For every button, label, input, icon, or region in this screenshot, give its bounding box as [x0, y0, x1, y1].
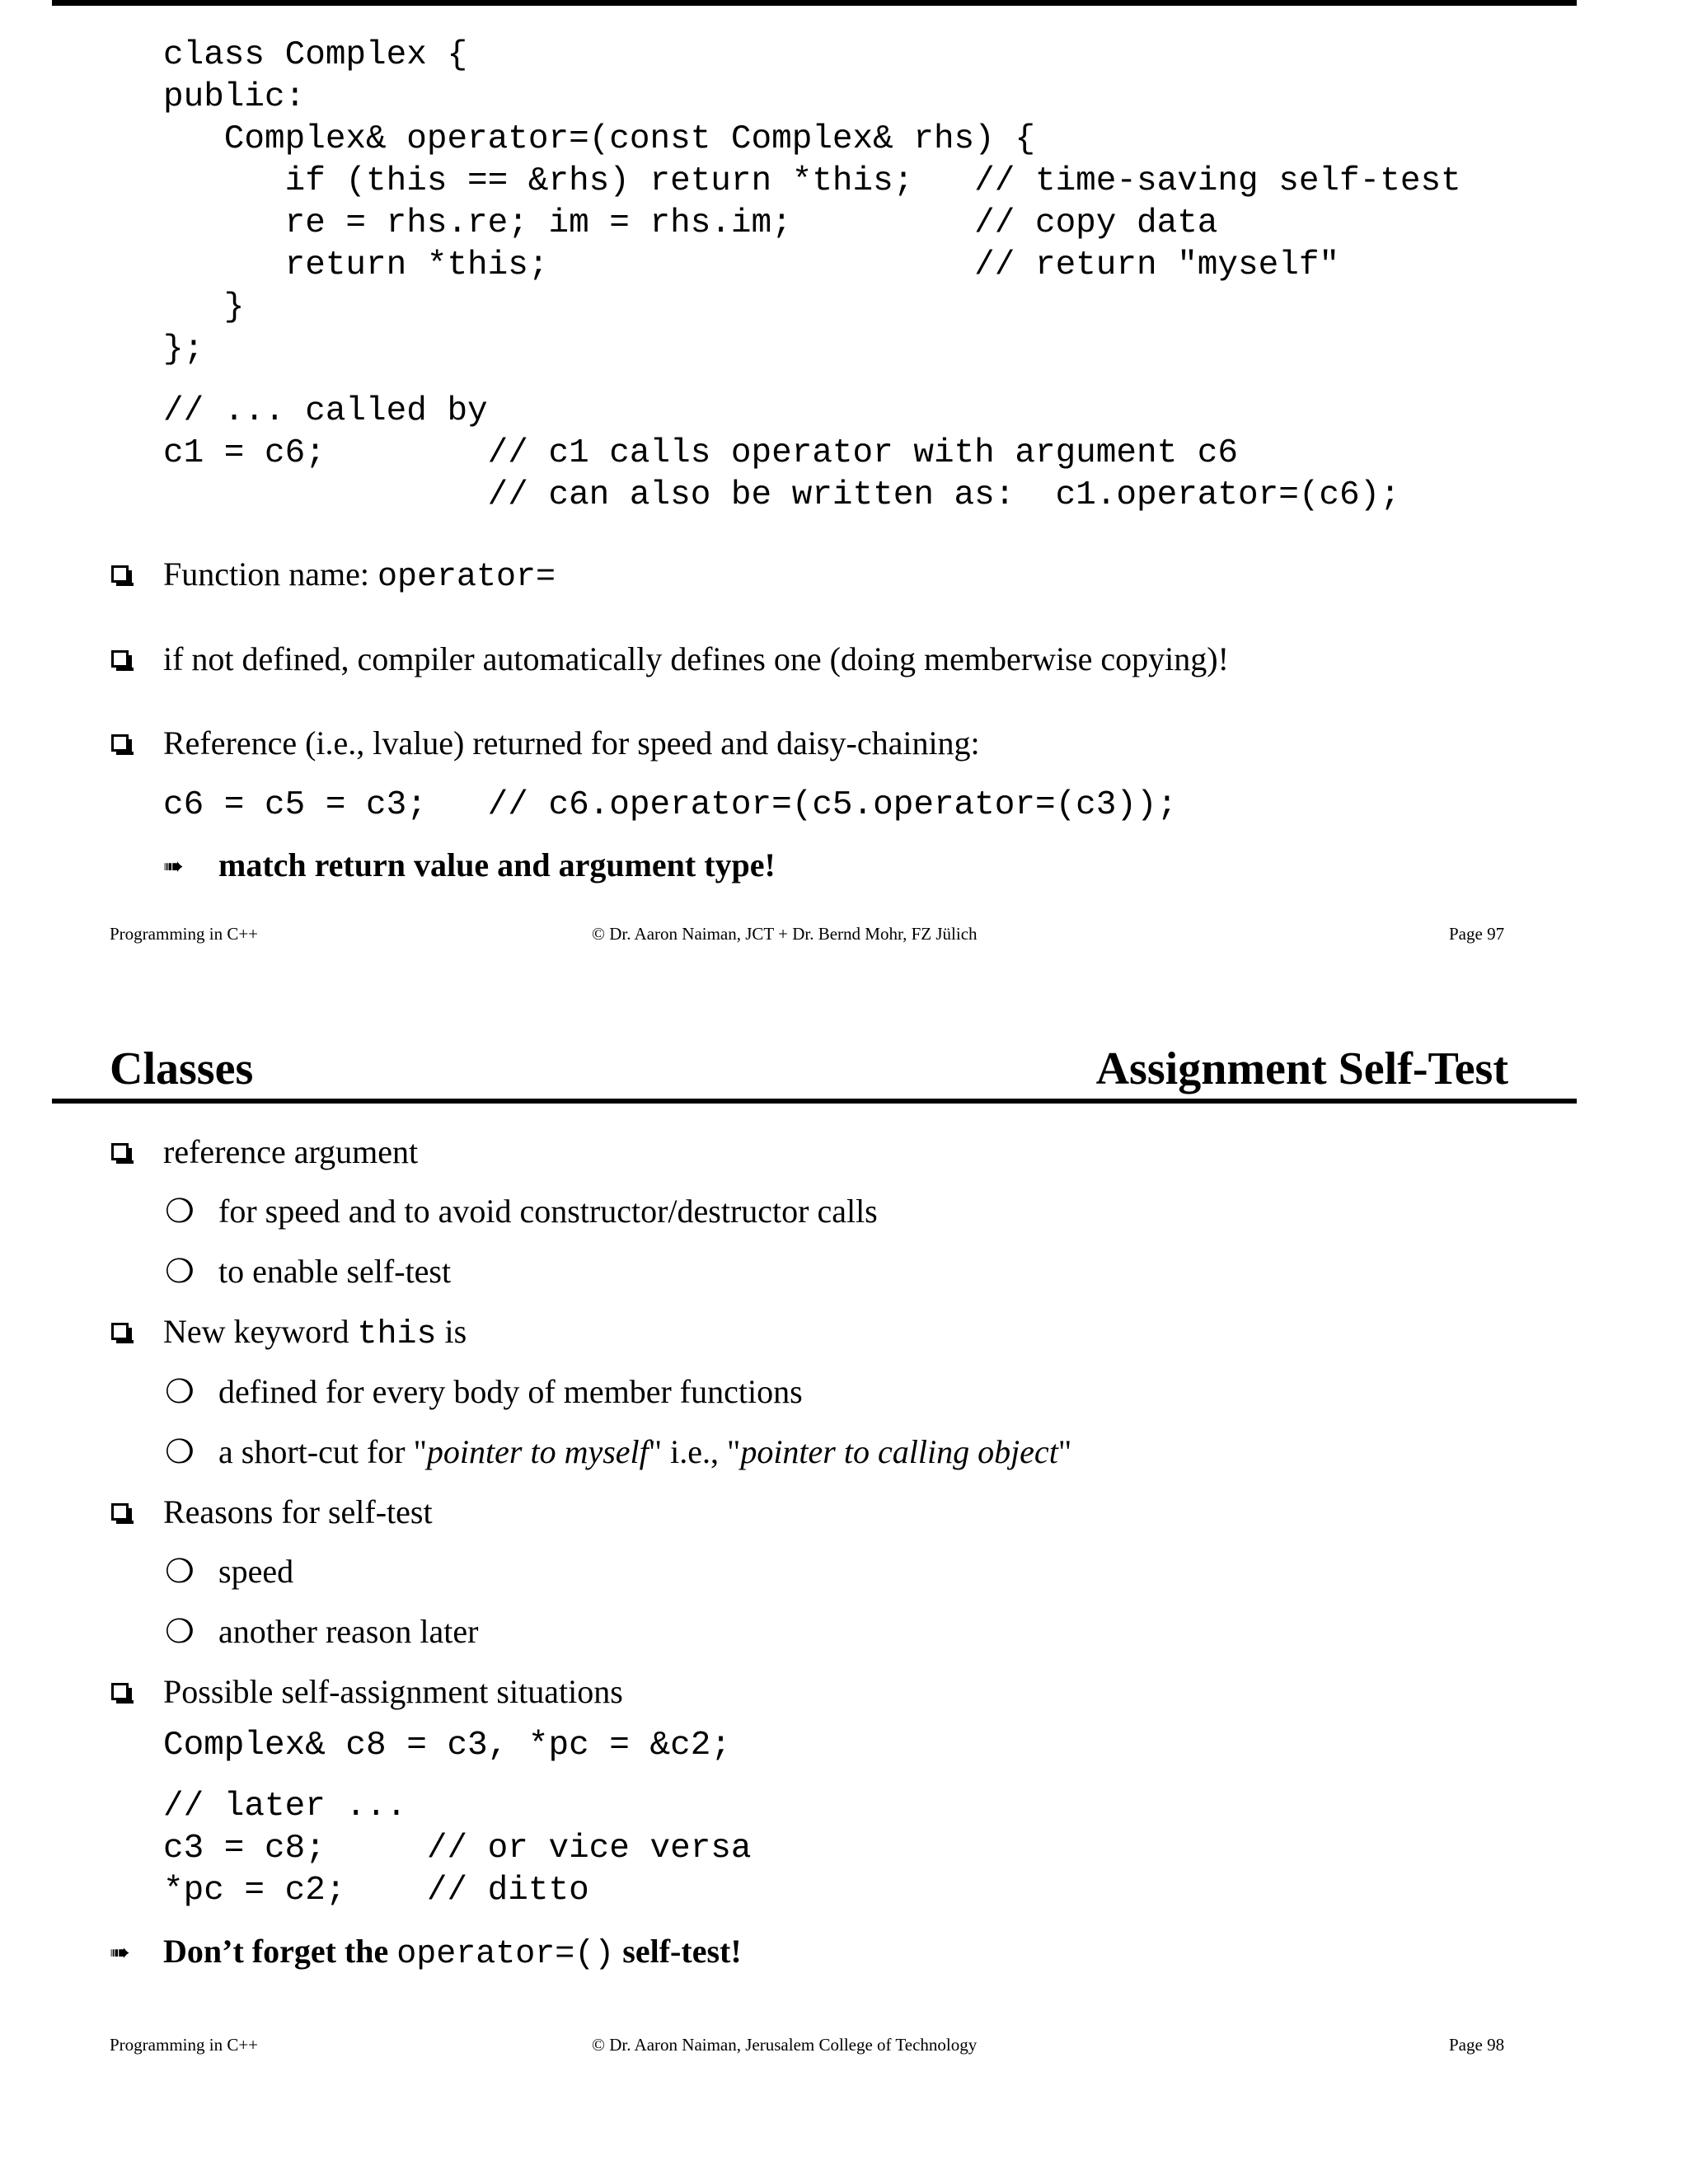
arrow-icon: ➠ — [110, 1938, 131, 1967]
subbullet-enable-selftest: to enable self-test — [218, 1253, 452, 1290]
code-later: // later ... c3 = c8; // or vice versa *pc = c2; // ditto — [163, 1788, 752, 1910]
footer-left: Programming in C++ — [110, 2035, 259, 2055]
bullet-function-name — [163, 554, 556, 598]
checkbox-bullet-icon — [111, 565, 129, 583]
inline-code: this — [357, 1316, 437, 1353]
bullet-text: is — [436, 1313, 467, 1350]
arrow-icon: ➠ — [163, 852, 185, 881]
bullet-self-assignment: Possible self-assignment situations — [163, 1673, 623, 1710]
subbullet-shortcut — [218, 1432, 1071, 1473]
inline-code: operator= — [377, 559, 556, 596]
text: Don’t forget the — [163, 1933, 397, 1970]
page-heading-left: Classes — [110, 1043, 254, 1094]
circle-bullet-icon: ❍ — [165, 1373, 195, 1410]
code-complex-class: class Complex { public: Complex& operator=(const Complex& rhs) { if (this == &rhs) return *this; // time-saving self-test re = rhs.re; im = rhs.im; // copy data return *this; // return "myself" } }; — [163, 36, 1461, 368]
inline-code: operator=() — [396, 1936, 615, 1973]
text: " — [1057, 1433, 1072, 1470]
code-called-by: // ... called by c1 = c6; // c1 calls operator with argument c6 // can also be written as: c1.operator=(c6); — [163, 392, 1400, 514]
checkbox-bullet-icon — [111, 1683, 129, 1700]
italic-text: pointer to calling object — [740, 1433, 1058, 1470]
arrow-note-match-types: match return value and argument type! — [218, 846, 776, 883]
bullet-reasons-selftest: Reasons for self-test — [163, 1493, 433, 1530]
circle-bullet-icon: ❍ — [165, 1553, 195, 1590]
italic-text: pointer to myself — [426, 1433, 649, 1470]
circle-bullet-icon: ❍ — [165, 1253, 195, 1290]
bullet-reference-returned: Reference (i.e., lvalue) returned for speed and daisy-chaining: — [163, 724, 980, 762]
footer-center: © Dr. Aaron Naiman, JCT + Dr. Bernd Mohr, FZ Jülich — [592, 924, 978, 944]
checkbox-bullet-icon — [111, 1323, 129, 1340]
bullet-compiler-default: if not defined, compiler automatically defines one (doing memberwise copying)! — [163, 640, 1229, 677]
bullet-reference-argument: reference argument — [163, 1133, 419, 1170]
final-note-selftest — [163, 1931, 742, 1975]
subbullet-defined-member: defined for every body of member functions — [218, 1373, 803, 1410]
code-declaration: Complex& c8 = c3, *pc = &c2; — [163, 1727, 731, 1765]
text: a short-cut for " — [218, 1433, 427, 1470]
checkbox-bullet-icon — [111, 734, 129, 752]
bullet-text: New keyword — [163, 1313, 358, 1350]
bullet-text: Function name: — [163, 555, 377, 593]
top-rule — [52, 0, 1577, 6]
subbullet-speed-ctor: for speed and to avoid constructor/destructor calls — [218, 1193, 878, 1230]
footer-center: © Dr. Aaron Naiman, Jerusalem College of Technology — [592, 2035, 978, 2055]
circle-bullet-icon: ❍ — [165, 1613, 195, 1650]
text: " i.e., " — [648, 1433, 741, 1470]
text: self-test! — [614, 1933, 742, 1970]
subbullet-speed: speed — [218, 1553, 294, 1590]
footer-left: Programming in C++ — [110, 924, 259, 944]
page-heading-right: Assignment Self-Test — [1095, 1043, 1508, 1094]
bullet-this-keyword — [163, 1311, 467, 1356]
heading-rule — [52, 1099, 1577, 1104]
code-daisy-chain: c6 = c5 = c3; // c6.operator=(c5.operator=(c3)); — [163, 786, 1178, 824]
checkbox-bullet-icon — [111, 1143, 129, 1160]
circle-bullet-icon: ❍ — [165, 1193, 195, 1230]
footer-page-number: Page 98 — [1449, 2035, 1505, 2055]
footer-page-number: Page 97 — [1449, 924, 1505, 944]
subbullet-another-reason: another reason later — [218, 1613, 479, 1650]
checkbox-bullet-icon — [111, 1503, 129, 1521]
circle-bullet-icon: ❍ — [165, 1433, 195, 1470]
checkbox-bullet-icon — [111, 650, 129, 668]
